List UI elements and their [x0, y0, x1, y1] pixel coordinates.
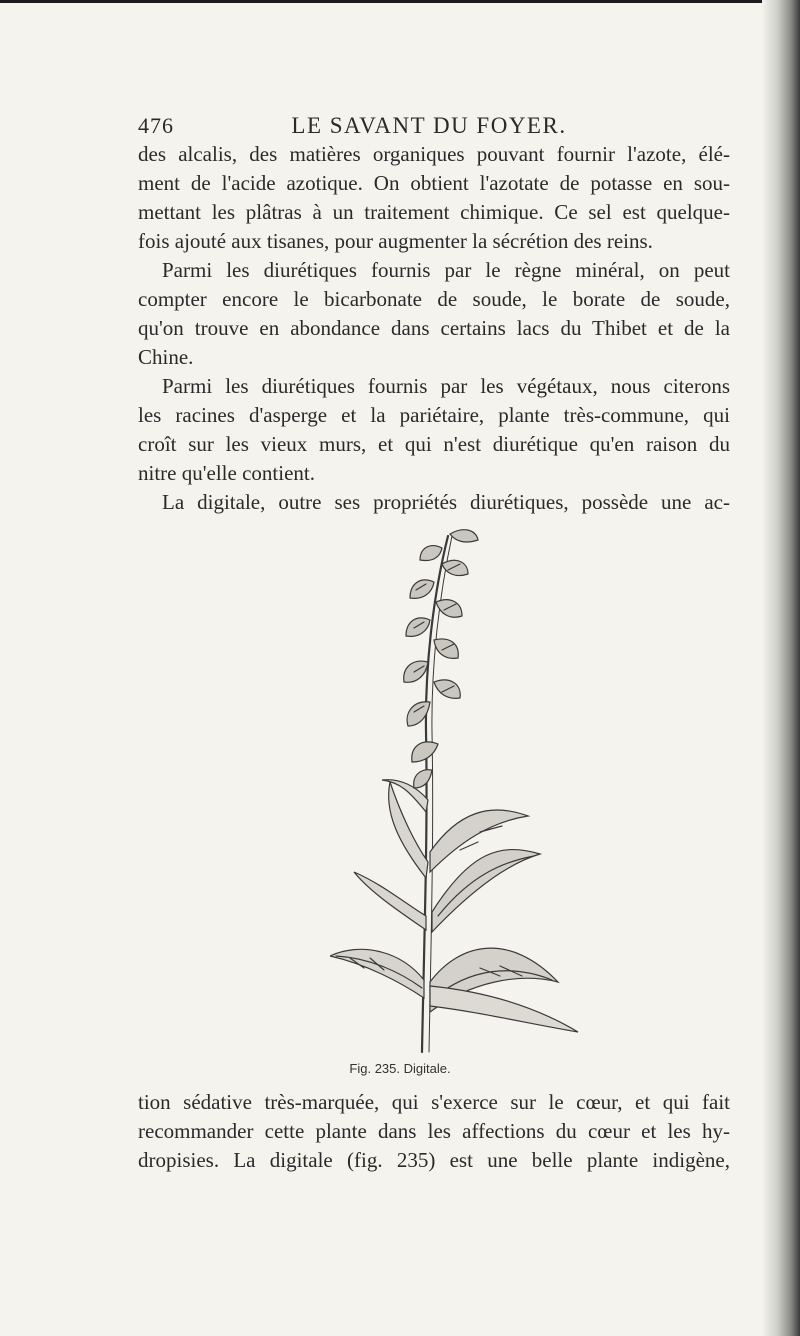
running-head: [138, 113, 720, 143]
body-text-top: [138, 140, 730, 517]
figure-caption: Fig. 235. Digitale.: [349, 1061, 451, 1076]
body-text-bottom: [138, 1088, 730, 1175]
text-line: mettant les plâtras à un traitement chimique. Ce sel est quelque-: [138, 200, 730, 224]
text-line: des alcalis, des matières organiques pouvant fournir l'azote, élé-: [138, 142, 730, 166]
text-line: qu'on trouve en abondance dans certains lacs du Thibet et de la: [138, 316, 730, 340]
digitalis-illustration: [330, 512, 600, 1060]
text-line: ment de l'acide azotique. On obtient l'azotate de potasse en sou-: [138, 171, 730, 195]
text-line: La digitale, outre ses propriétés diurétiques, possède une ac-: [162, 490, 730, 514]
text-line: dropisies. La digitale (fig. 235) est une belle plante indigène,: [138, 1148, 730, 1172]
running-title: LE SAVANT DU FOYER.: [291, 113, 567, 138]
text-line: tion sédative très-marquée, qui s'exerce sur le cœur, et qui fait: [138, 1090, 730, 1114]
text-line: fois ajouté aux tisanes, pour augmenter la sécrétion des reins.: [138, 229, 653, 253]
text-line: croît sur les vieux murs, et qui n'est diurétique qu'en raison du: [138, 432, 730, 456]
text-line: Parmi les diurétiques fournis par le règne minéral, on peut: [162, 258, 730, 282]
text-line: nitre qu'elle contient.: [138, 461, 315, 485]
page-top-edge: [0, 0, 800, 3]
text-line: recommander cette plante dans les affections du cœur et les hy-: [138, 1119, 730, 1143]
page-number: 476: [138, 113, 174, 138]
text-line: Chine.: [138, 345, 194, 369]
page-binding-shadow: [762, 0, 800, 1336]
text-line: les racines d'asperge et la pariétaire, plante très-commune, qui: [138, 403, 730, 427]
text-line: Parmi les diurétiques fournis par les végétaux, nous citerons: [162, 374, 730, 398]
text-line: compter encore le bicarbonate de soude, le borate de soude,: [138, 287, 730, 311]
